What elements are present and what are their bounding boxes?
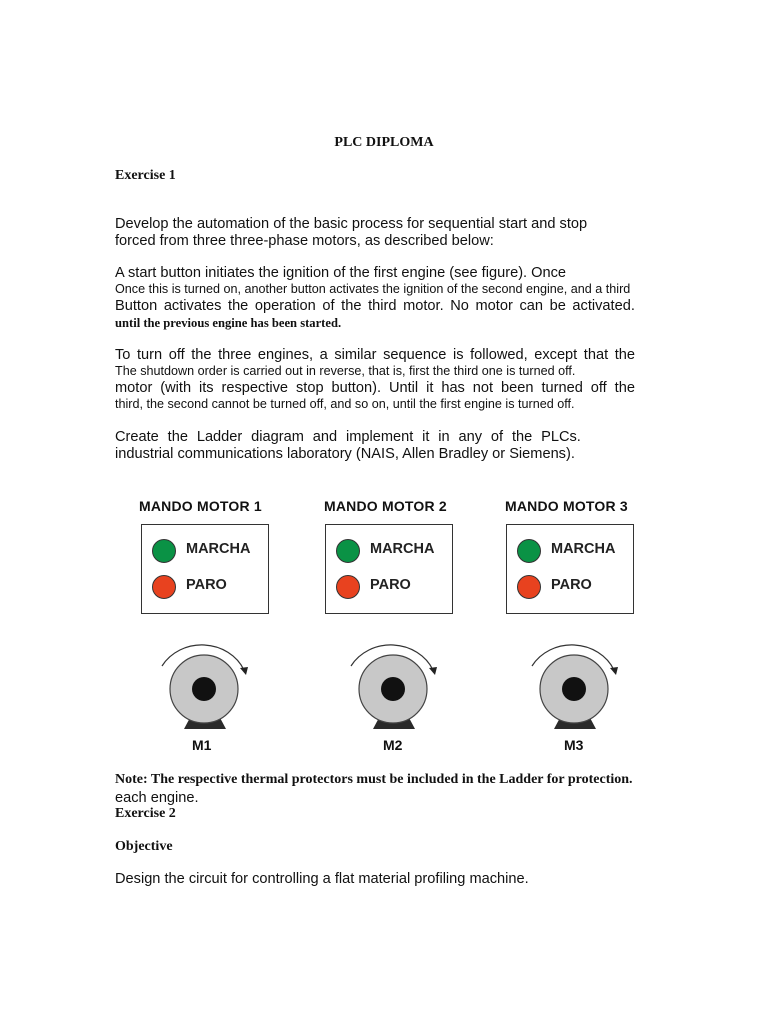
word: it [422,429,430,445]
word: activates [163,298,222,314]
stop-lamp-icon [336,575,360,599]
word: off [590,380,607,396]
word: sequence [383,347,447,363]
start-lamp-icon [336,539,360,563]
word: the [614,347,635,363]
word: three [218,347,252,363]
word: activated. [572,298,635,314]
motor-label-2: M2 [383,737,403,753]
para3-line4: third, the second cannot be turned off, and so on, until the first engine is turned off. [115,397,575,411]
note-text: Note: The respective thermal protectors must be included in the Ladder for protection. [115,772,633,787]
word: PLCs. [541,429,581,445]
word: the [228,298,249,314]
start-label: MARCHA [370,541,435,557]
motor-label-3: M3 [564,737,584,753]
word: except [534,347,578,363]
word: No [450,298,469,314]
word: the [167,429,188,445]
stop-label: PARO [551,577,592,593]
word: Create [115,429,159,445]
control-panel-2 [325,524,453,614]
word: is [452,347,464,363]
word: it [426,380,434,396]
word: the [614,380,635,396]
start-label: MARCHA [551,541,616,557]
stop-label: PARO [370,577,411,593]
para2-line2: Once this is turned on, another button activates the ignition of the second engine, and a third [115,282,631,296]
word: implement [345,429,414,445]
note-continuation: each engine. [115,790,199,806]
stop-label: PARO [186,577,227,593]
word: the [511,429,533,445]
control-panel-3 [506,524,634,614]
word: operation [254,298,316,314]
para3-line2: The shutdown order is carried out in reverse, that is, first the third one is turned off. [115,364,576,378]
word: be [549,298,566,314]
stop-lamp-icon [152,575,176,599]
word: of [322,298,335,314]
word: stop [295,380,324,396]
word: Button [115,298,158,314]
start-label: MARCHA [186,541,251,557]
word: engines, [257,347,314,363]
para1-line2: forced from three three-phase motors, as described below: [115,233,494,249]
word: third [368,298,397,314]
para3-line1 [115,347,635,363]
motor-2-icon [339,640,449,732]
word: of [490,429,504,445]
word: button). [331,380,382,396]
word: and [312,429,338,445]
control-label-1: MANDO MOTOR 1 [139,498,262,514]
para2-line4: until the previous engine has been started. [115,316,342,330]
word: that [583,347,609,363]
para4-line1 [115,429,581,445]
word: not [472,380,494,396]
word: off [168,347,185,363]
word: motor [115,380,153,396]
word: diagram [251,429,304,445]
control-label-3: MANDO MOTOR 3 [505,498,628,514]
word: (with [160,380,192,396]
control-panel-1 [141,524,269,614]
stop-lamp-icon [517,575,541,599]
word: Until [388,380,419,396]
para4-line2: industrial communications laboratory (NAIS, Allen Bradley or Siemens). [115,446,575,462]
para2-line1: A start button initiates the ignition of the first engine (see figure). Once [115,265,567,281]
objective-heading: Objective [115,839,173,854]
control-label-2: MANDO MOTOR 2 [324,498,447,514]
word: motor [475,298,513,314]
word: the [341,298,362,314]
word: has [441,380,465,396]
para1-line1: Develop the automation of the basic process for sequential start and stop [115,216,588,232]
word: To [115,347,131,363]
word: followed, [470,347,528,363]
word: turned [541,380,583,396]
word: motor. [403,298,444,314]
start-lamp-icon [152,539,176,563]
exercise-2-heading: Exercise 2 [115,806,176,821]
objective-text: Design the circuit for controlling a flat material profiling machine. [115,871,529,887]
exercise-1-heading: Exercise 1 [115,168,176,183]
word: its [199,380,214,396]
motor-3-icon [520,640,630,732]
motor-1-icon [150,640,260,732]
word: been [501,380,534,396]
word: similar [334,347,377,363]
para2-line3 [115,298,635,314]
word: any [458,429,483,445]
word: the [191,347,212,363]
word: respective [221,380,289,396]
word: turn [136,347,163,363]
word: can [519,298,543,314]
motor-label-1: M1 [192,737,212,753]
para3-line3 [115,380,635,396]
word: a [319,347,328,363]
word: in [438,429,450,445]
word: Ladder [196,429,243,445]
start-lamp-icon [517,539,541,563]
page-title: PLC DIPLOMA [334,135,434,150]
